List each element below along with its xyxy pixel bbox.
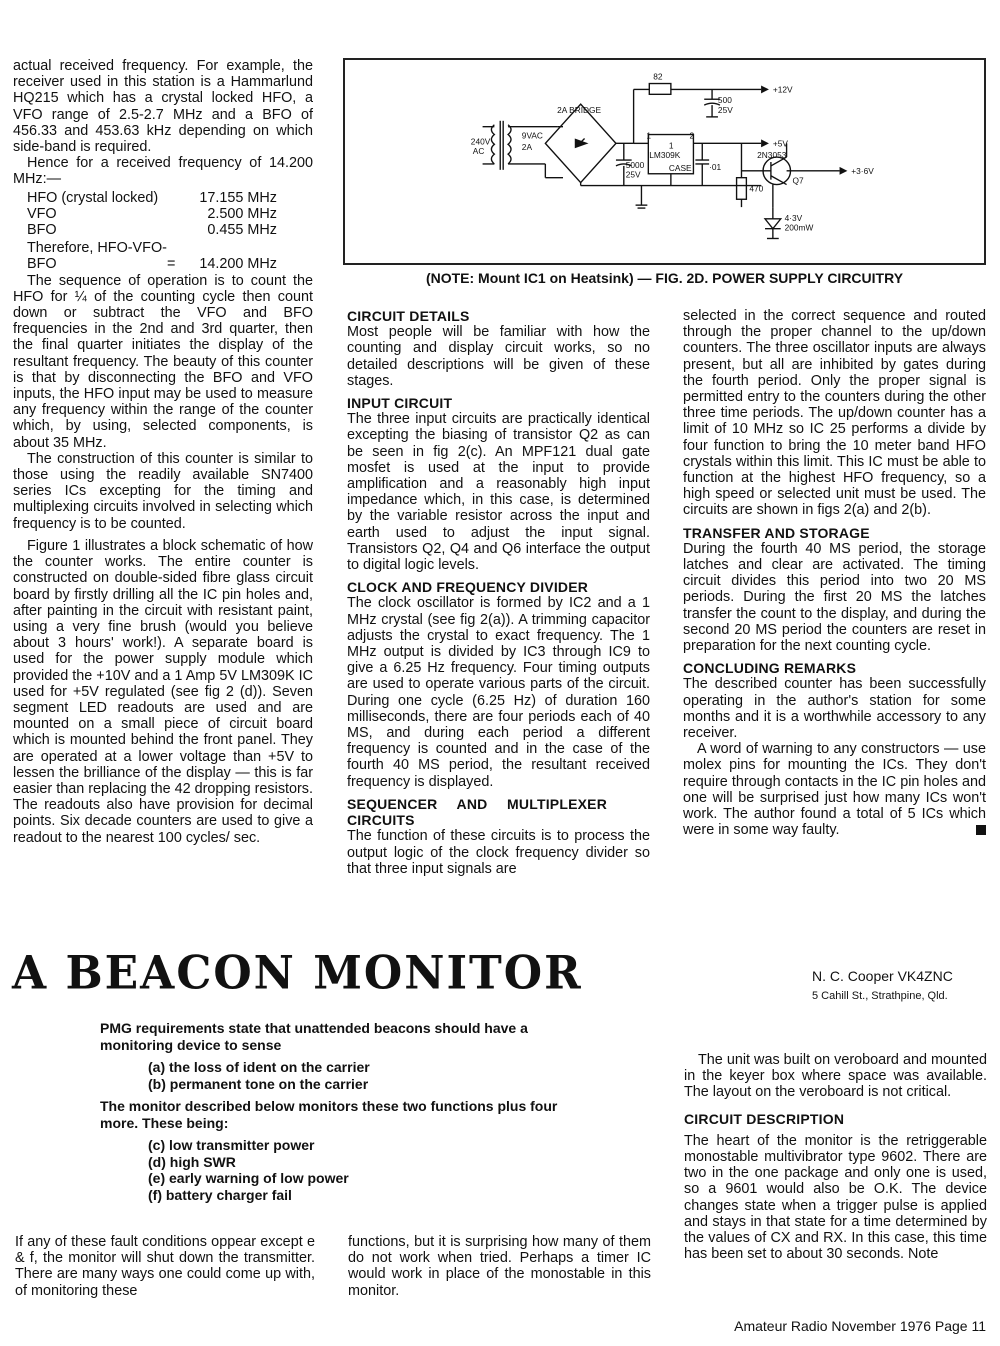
article-author: N. C. Cooper VK4ZNC — [812, 968, 953, 984]
paragraph: Most people will be familiar with how the counting and display circuit works, so no detailed descriptions will be given of these stages. — [347, 324, 650, 389]
paragraph: actual received frequency. For example, the receiver used in this station is a Hammarlund HQ215 which has a crystal locked HFO, a VFO range of 2.5-2.7 MHz and a BFO of 456.33 and 453.63 kHz depending on which side-band is required. — [13, 58, 313, 156]
abstract-item: (a) the loss of ident on the carrier — [148, 1059, 370, 1075]
page-footer: Amateur Radio November 1976 Page 11 — [734, 1318, 986, 1334]
abstract-item: (c) low transmitter power — [148, 1137, 315, 1153]
paragraph: The sequence of operation is to count the HFO for ¼ of the counting cycle then count down or subtract the VFO and BFO frequencies in the 2nd and 3rd quarter, then the final quarter initiates the display of the resultant frequency. The beauty of this counter is that by disconnecting the BFO and VFO inputs, the HFO input may be used to measure any frequency within the range of the counter which, by using, selected components, is about 35 MHz. — [13, 272, 313, 451]
label-ac-2: AC — [472, 146, 485, 157]
paragraph: If any of these fault conditions oppear except e & f, the monitor will shut down the transmitter. There are many ways one could come up with, of monitoring these — [15, 1234, 315, 1299]
article2-column-2 — [348, 1234, 651, 1299]
label-regulator: LM309K — [649, 150, 681, 161]
column-3 — [683, 308, 986, 839]
paragraph: functions, but it is surprising how many of them do not work when tried. Perhaps a timer IC would work in place of the monostable in this monitor. — [348, 1234, 651, 1299]
column-1 — [13, 58, 313, 846]
paragraph: During the fourth 40 MS period, the storage latches and clear are activated. The timing circuit divides this period into two 20 MS periods. During the first 20 MS the latches transfer the count to the display, and during the second 20 MS period the counters are reset in preparation for the next counting cycle. — [683, 540, 986, 655]
author-address: 5 Cahill St., Strathpine, Qld. — [812, 990, 948, 1002]
paragraph: The construction of this counter is similar to those using the readily available SN7400 series ICs excepting for the timing and multiplexing circuits involved in selecting which frequency is to be counted. — [13, 450, 313, 532]
abstract-mid: The monitor described below monitors these two functions plus four more. These being: — [100, 1098, 558, 1131]
paragraph: Hence for a received frequency of 14.200 MHz:— — [13, 155, 313, 188]
label-12v: +12V — [772, 84, 793, 95]
label-r470: 470 — [749, 183, 764, 194]
label-c5000: 5000 — [625, 159, 645, 170]
abstract-item: (b) permanent tone on the carrier — [148, 1075, 369, 1092]
label-secondary-1: 9VAC — [521, 130, 543, 141]
frequency-list — [13, 190, 313, 273]
paragraph: The described counter has been successfully operating in the author's station for some months and it is a worthwhile accessory to any receiver. — [683, 676, 986, 742]
paragraph: selected in the correct sequence and routed through the proper channel to the up/down counters. The three oscillator inputs are always present, but all are inhibited by gates during the fourth period. Only the proper signal is permitted entry to the counters during the other three time periods. The up/down counter has a limit of 10 MHz so IC 25 performs a divide by four function to bring the 10 meter band HFO crystals within this limit. This IC must be able to function at the highest HFO frequency, so a high speed or selected unit must be used. The circuits are shown in figs 2(a) and 2(b). — [683, 308, 986, 519]
column-2 — [347, 308, 650, 877]
label-ac-1: 240V — [470, 136, 491, 147]
label-c5000-voltage: 25V — [625, 169, 641, 180]
abstract-item: (f) battery charger fail — [148, 1186, 292, 1203]
frequency-row-bfo: BFO 0.455 MHz — [27, 222, 277, 239]
article2-column-3 — [684, 1052, 987, 1262]
label-case: CASE — [668, 162, 692, 173]
paragraph: A word of warning to any constructors — use molex pins for mounting the ICs. They don't require through contacts in the IC pin holes and one will be surprised just how many ICs won't work. The author found a total of 5 ICs which were in some way faulty. — [683, 741, 986, 839]
paragraph: The unit was built on veroboard and mounted in the keyer box where space was available. The layout on the veroboard is not critical. — [684, 1052, 987, 1101]
article-title: A BEACON MONITOR — [12, 946, 583, 1001]
label-pin-1: 1 — [646, 130, 651, 141]
frequency-row-result: BFO = 14.200 MHz — [27, 256, 277, 273]
paragraph: The function of these circuits is to process the output logic of the clock frequency divider so that three input signals are — [347, 828, 650, 877]
power-supply-figure — [343, 58, 986, 265]
frequency-row-hfo: HFO (crystal locked) 17.155 MHz — [27, 189, 277, 206]
label-secondary-2: 2A — [521, 142, 532, 153]
label-5v: +5V — [772, 138, 788, 149]
label-bridge: 2A BRIDGE — [557, 104, 602, 115]
section-heading: SEQUENCER AND MULTIPLEXER CIRCUITS — [347, 795, 607, 829]
section-heading: TRANSFER AND STORAGE — [683, 524, 870, 541]
section-heading: INPUT CIRCUIT — [347, 395, 453, 412]
abstract-item: (e) early warning of low power — [148, 1170, 349, 1186]
therefore-line: Therefore, HFO-VFO- — [27, 240, 167, 257]
label-c01: ·01 — [709, 161, 722, 172]
power-supply-schematic — [345, 60, 984, 263]
figure-caption: (NOTE: Mount IC1 on Heatsink) — FIG. 2D. POWER SUPPLY CIRCUITRY — [425, 270, 904, 286]
label-c500-voltage: 25V — [717, 104, 733, 115]
label-ic1: 1 — [668, 140, 674, 151]
paragraph: The three input circuits are practically identical excepting the biasing of transistor Q2 as can be seen in fig 2(c). An MPF121 dual gate mosfet is used at the input to provide amplification and a reasonably high input impedance which, in this case, is determined by the variable resistor across the input and earth used to adjust the input signal. Transistors Q2, Q4 and Q6 interface the output to digital logic levels. — [347, 411, 650, 574]
paragraph: Figure 1 illustrates a block schematic of how the counter works. The entire counter is constructed on double-sided fibre glass circuit board by firstly drilling all the IC pin holes and, after painting in the circuit with resistant paint, using a very fine brush (would you believe about 3 hours' work!). A separate board is used for the power supply module which provided the +10V and a 1 Amp 5V LM309K IC used for +5V regulated (see fig 2 (d)). Seven segment LED readouts are used and are mounted on a small piece of circuit board which is mounted behind the front panel. They are operated at a lower voltage than +5V to lessen the brilliance of the display — this is far easier than replacing the 42 dropping resistors. The readouts also have provision for decimal points. Six decade counters are used to give a readout to the nearest 100 cycles/ sec. — [13, 537, 313, 846]
label-3-6v: +3·6V — [851, 165, 874, 176]
abstract-item: (d) high SWR — [148, 1153, 236, 1170]
label-r82: 82 — [653, 71, 663, 82]
section-heading: CLOCK AND FREQUENCY DIVIDER — [347, 579, 589, 596]
frequency-row-vfo: VFO 2.500 MHz — [27, 205, 277, 222]
paragraph: The clock oscillator is formed by IC2 and a 1 MHz crystal (see fig 2(a)). A trimming capacitor adjusts the crystal to exact frequency. The 1 MHz output is divided by IC3 through IC9 to give a 6.25 Hz frequency. Four timing outputs are used to operate various parts of the circuit. During one cycle (6.25 Hz) of duration 160 milliseconds, there are four periods each of 40 MS, and during each period a different frequency is counted and in the case of the fourth 40 MS period, the resultant received frequency is displayed. — [347, 595, 650, 790]
section-heading: CIRCUIT DESCRIPTION — [684, 1110, 845, 1127]
label-c500: 500 — [717, 95, 732, 106]
article-abstract — [100, 1020, 570, 1203]
abstract-intro: PMG requirements state that unattended beacons should have a monitoring device to sense — [100, 1020, 528, 1053]
end-of-article-mark — [976, 825, 986, 835]
label-q7: Q7 — [792, 175, 804, 186]
article2-column-1 — [15, 1234, 315, 1299]
label-zener-voltage: 4·3V — [784, 212, 803, 223]
label-pin-2: 2 — [689, 130, 695, 141]
label-zener-power: 200mW — [784, 222, 814, 233]
section-heading: CONCLUDING REMARKS — [683, 660, 857, 677]
label-transistor: 2N3053 — [757, 150, 787, 161]
section-heading: CIRCUIT DETAILS — [347, 308, 470, 324]
paragraph: The heart of the monitor is the retriggerable monostable multivibrator type 9602. There are two in the one package and only one is used, so a 9601 would also be O.K. The device changes state when a trigger pulse is applied and stays in that state for a time determined by the values of CX and RX. In this case, this time has been set to about 30 seconds. Note — [684, 1132, 987, 1263]
